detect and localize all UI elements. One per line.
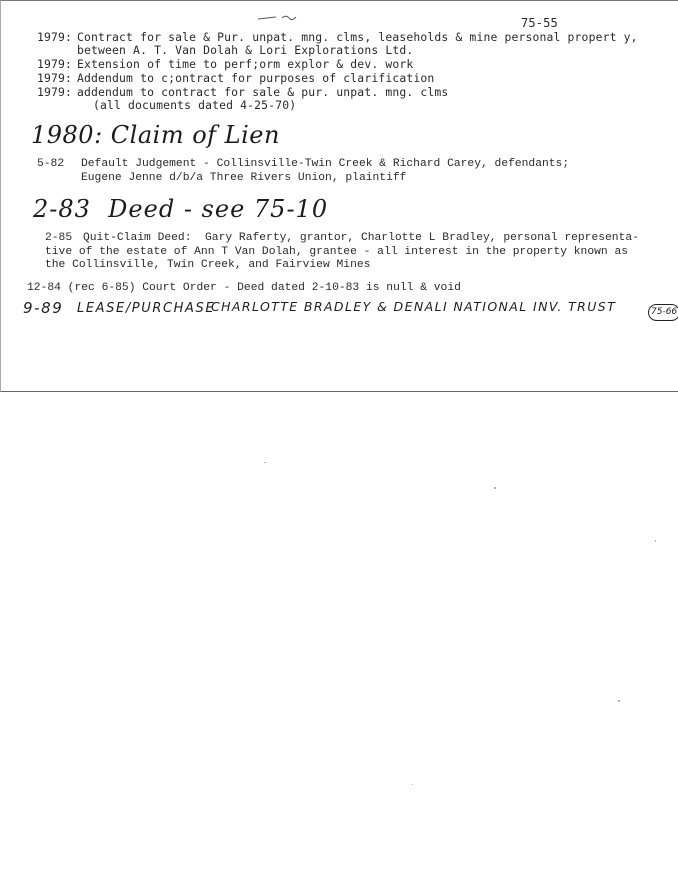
scan-speck <box>655 540 656 542</box>
handwritten-9-89-date: 9-89 <box>23 299 64 317</box>
entry-1979-addendum-text: Addendum to c;ontract for purposes of clarification <box>77 71 435 85</box>
scan-speck <box>264 462 266 463</box>
entry-1979-year: 1979: <box>37 71 73 85</box>
handwritten-1980-claim-of-lien: 1980: Claim of Lien <box>31 121 280 149</box>
pen-mark <box>256 11 316 23</box>
handwritten-9-89-type: LEASE/PURCHASE <box>77 301 216 316</box>
entry-1979-year: 1979: <box>37 57 73 71</box>
entry-2-85-line2: tive of the estate of Ann T Van Dolah, grantee - all interest in the property known as <box>45 246 629 258</box>
entry-5-82-line1: Default Judgement - Collinsville-Twin Creek & Richard Carey, defendants; <box>81 158 570 170</box>
reference-number: 75-55 <box>521 16 558 30</box>
entry-1979-year: 1979: <box>37 85 73 99</box>
entry-5-82-date: 5-82 <box>37 158 65 170</box>
record-card <box>0 0 678 392</box>
entry-1979-addendum-sale-text: addendum to contract for sale & pur. unpat. mng. clms <box>77 85 449 99</box>
entry-2-85-date: 2-85 <box>45 232 73 244</box>
handwritten-2-83-deed: 2-83 Deed - see 75-10 <box>33 195 329 223</box>
scan-speck <box>618 700 620 702</box>
entry-5-82-line2: Eugene Jenne d/b/a Three Rivers Union, plaintiff <box>81 172 407 184</box>
handwritten-9-89-circled-ref: 75-66 <box>648 304 678 321</box>
scan-speck <box>494 487 496 489</box>
entry-1979-contract-parties: between A. T. Van Dolah & Lori Explorations Ltd. <box>77 43 414 57</box>
entry-2-85-line1: Quit-Claim Deed: Gary Raferty, grantor, Charlotte L Bradley, personal representa- <box>83 232 639 244</box>
entry-2-85-line3: the Collinsville, Twin Creek, and Fairview Mines <box>45 259 371 271</box>
scan-speck <box>412 784 413 785</box>
entry-1979-contract-text: Contract for sale & Pur. unpat. mng. clms, leaseholds & mine personal propert y, <box>77 30 638 44</box>
entry-1979-year: 1979: <box>37 30 73 44</box>
entry-1979-extension-text: Extension of time to perf;orm explor & dev. work <box>77 57 414 71</box>
handwritten-9-89-parties: CHARLOTTE BRADLEY & DENALI NATIONAL INV. TRUST <box>211 299 617 314</box>
entry-12-84: 12-84 (rec 6-85) Court Order - Deed dated 2-10-83 is null & void <box>27 282 461 294</box>
documents-date-note: (all documents dated 4-25-70) <box>93 98 297 112</box>
